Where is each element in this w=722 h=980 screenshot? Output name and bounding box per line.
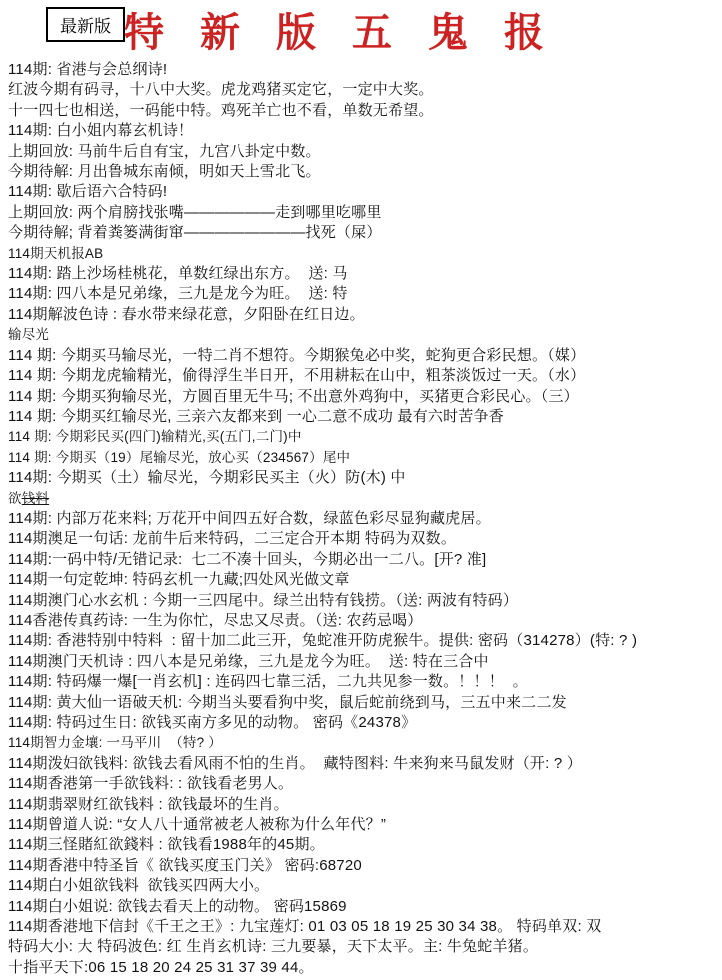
text-line: 114期澳门心水玄机 : 今期一三四尾中。绿兰出特有钱捞。（送: 两波有特码） — [8, 591, 519, 609]
text-line: 114期解波色诗 : 春水带来绿花意，夕阳卧在红日边。 — [8, 305, 365, 323]
text-line: 114期:一码中特/无错记录: 七二不凑十回头，今期必出一二八。[开? 准] — [8, 550, 487, 568]
page-title: 特 新 版 五 鬼 报 — [124, 10, 557, 55]
text-line: 114期: 踏上沙场桂桃花，单数红绿出东方。 送: 马 — [8, 265, 348, 283]
report-body — [0, 56, 722, 978]
text-line: 114 期: 今期买红输尽光, 三亲六友都来到 一心二意不成功 最有六时苦争香 — [8, 407, 504, 425]
text-line: 114期澳门天机诗 : 四八本是兄弟缘，三九是龙今为旺。 送: 特在三合中 — [8, 652, 489, 670]
text-line: 十指平天下:06 15 18 20 24 25 31 37 39 44。 — [8, 958, 314, 976]
text-line: 114 期: 今期龙虎输精光，偷得浮生半日开，不用耕耘在山中，粗茶淡饭过一天。（水） — [8, 367, 586, 385]
text-line: 114期: 黄大仙一语破天机: 今期当头要看狗中奖，鼠后蛇前绕到马，三五中来二二发 — [8, 693, 567, 711]
text-line: 114期: 歇后语六合特码! — [8, 183, 168, 201]
text-line: 114期: 省港与会总纲诗! — [8, 61, 168, 78]
text-line — [8, 489, 718, 509]
text-line: 114期: 特码过生日: 欲钱买南方多见的动物。 密码《24378》 — [8, 714, 417, 731]
text-line: 114期翡翠财红欲钱料 : 欲钱最坏的生肖。 — [8, 795, 289, 813]
struck-label: 钱料 — [21, 490, 50, 506]
text-line: 114 期: 今期买马输尽光，一特二肖不想符。今期猴兔必中奖，蛇狗更合彩民想。（媒） — [8, 346, 586, 364]
text-line: 114期曾道人说: “女人八十通常被老人被称为什么年代？” — [8, 816, 387, 834]
text-line: 114期一句定乾坤: 特码玄机一九藏;四处风光做文章 — [8, 571, 350, 589]
text-line: 114期白小姐说: 欲钱去看天上的动物。 密码15869 — [8, 897, 347, 915]
edition-badge: 最新版 — [46, 7, 125, 42]
text-line: 114期澳足一句话: 龙前牛后来特码，二三定合开本期 特码为双数。 — [8, 530, 457, 548]
label-prefix: 欲 — [8, 490, 22, 506]
text-line: 114期香港地下信封《千王之王》: 九宝莲灯: 01 03 05 18 19 25 30 34 38。 特码单双: 双 — [8, 918, 602, 936]
text-line: 114期: 四八本是兄弟缘，三九是龙今为旺。 送: 特 — [8, 285, 348, 303]
text-line: 上期回放: 两个肩膀找张嘴——————走到哪里吃哪里 — [8, 203, 382, 221]
text-line: 114期: 内部万花来料; 万花开中间四五好合数，绿蓝色彩尽显狗藏虎居。 — [8, 509, 491, 527]
text-line: 114期香港第一手欲钱料: : 欲钱看老男人。 — [8, 775, 294, 793]
text-line: 114期智力金壤: 一马平川 （特? ） — [8, 735, 222, 751]
text-line: 114 期: 今期买（19）尾输尽光，放心买（234567）尾中 — [8, 449, 351, 465]
text-line: 114期白小姐欲钱料 欲钱买四两大小。 — [8, 877, 270, 895]
text-line: 114 期: 今期彩民买(四门)输精光,买(五门,二门)中 — [8, 429, 302, 445]
text-line: 114期三怪賭紅欲錢料 : 欲钱看1988年的45期。 — [8, 836, 325, 854]
text-line: 今期待解; 背着粪篓满街窜————————找死（屎） — [8, 224, 382, 242]
text-line: 114期: 白小姐内幕玄机诗！ — [8, 122, 194, 140]
text-line: 上期回放: 马前牛后自有宝，九宫八卦定中数。 — [8, 142, 321, 160]
text-line: 红波今期有码寻，十八中大奖。虎龙鸡猪买定它，一定中大奖。 — [8, 81, 434, 99]
text-line: 114期: 香港特别中特料 : 留十加二此三开，兔蛇准开防虎猴牛。提供: 密码（314278）(特: ? ) — [8, 632, 638, 650]
text-line: 输尽光 — [8, 327, 50, 343]
text-line: 今期待解: 月出鲁城东南倾，明如天上雪北飞。 — [8, 163, 321, 181]
text-line: 114香港传真药诗: 一生为你忙，尽忠又尽责。（送: 农药忌喝） — [8, 611, 423, 629]
text-line: 114期泼妇欲钱料: 欲钱去看风雨不怕的生肖。 藏特图料: 牛来狗来马鼠发财（开: ? ） — [8, 754, 582, 772]
text-line: 114期: 今期买（土）输尽光，今期彩民买主（火）防(木) 中 — [8, 469, 406, 487]
text-line: 114期香港中特圣旨《 欲钱买度玉门关》 密码:68720 — [8, 856, 362, 874]
text-line: 十一四七也相送，一码能中特。鸡死羊亡也不看，单数无希望。 — [8, 101, 434, 119]
text-line: 114期天机报AB — [8, 245, 104, 261]
text-line: 114 期: 今期买狗输尽光，方圆百里无牛马; 不出意外鸡狗中，买猪更合彩民心。（三） — [8, 387, 579, 405]
text-line: 特码大小: 大 特码波色: 红 生肖玄机诗: 三九要暴，天下太平。主: 牛兔蛇羊猪。 — [8, 938, 539, 956]
report-header — [0, 0, 722, 56]
text-line: 114期: 特码爆一爆[一肖玄机] : 连码四七靠三活，二九共见参一数。！！！ 。 — [8, 673, 528, 691]
